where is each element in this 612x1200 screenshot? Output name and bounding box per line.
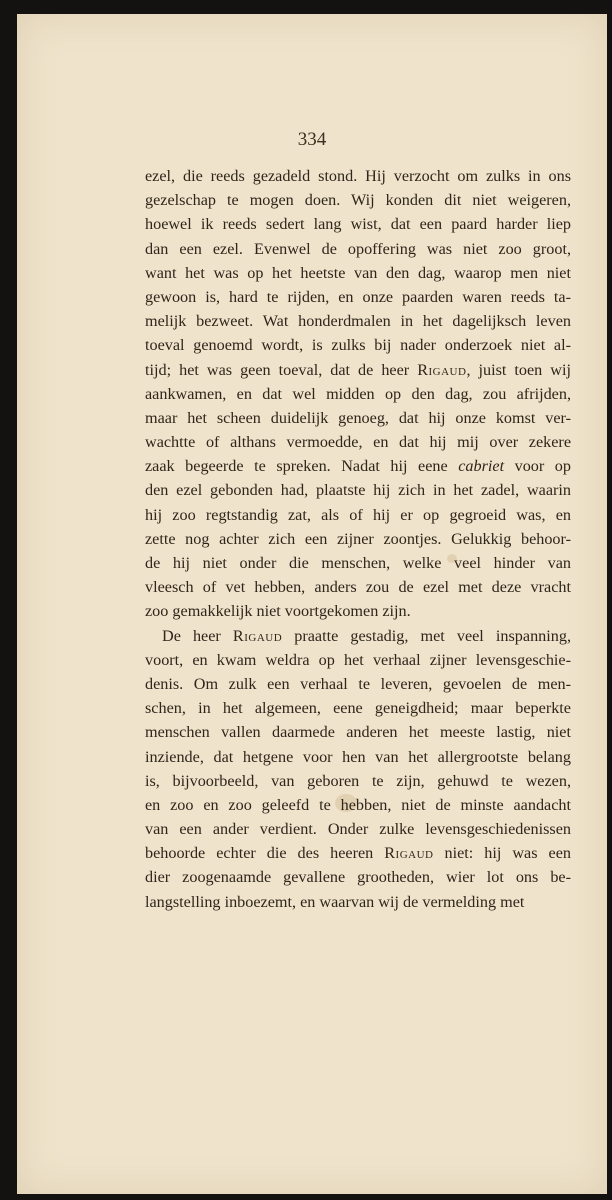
text-line: zaak begeerde te spreken. Nadat hij eene cabriet voor op: [145, 457, 571, 476]
italic-word: cabriet: [458, 457, 505, 476]
paragraph: [145, 164, 571, 624]
text-line: tijd; het was geen toeval, dat de heer Rigaud, juist toen wij: [145, 360, 571, 379]
text-line: zoo gemakkelijk niet voortgekomen zijn.: [145, 602, 411, 621]
text-line: want het was op het heetste van den dag, waarop men niet: [145, 263, 571, 282]
page-number: 334: [297, 129, 327, 150]
text-line: ezel, die reeds gezadeld stond. Hij verzocht om zulks in ons: [145, 167, 571, 185]
text-line: hij zoo regtstandig zat, als of hij er op gegroeid was, en: [145, 505, 571, 524]
text-line: melijk bezweet. Wat honderdmalen in het dagelijksch leven: [145, 312, 571, 331]
text-line: dier zoogenaamde gevallene grootheden, wier lot ons be-: [145, 868, 571, 887]
paragraph: [145, 624, 571, 914]
text-line: maar het scheen duidelijk genoeg, dat hij onze komst ver-: [145, 408, 571, 427]
text-line: gezelschap te mogen doen. Wij konden dit niet weigeren,: [145, 191, 571, 210]
text-line: De heer Rigaud praatte gestadig, met veel inspanning,: [162, 626, 571, 645]
text-line: van een ander verdient. Onder zulke levensgeschiedenissen: [145, 820, 571, 839]
text-line: is, bijvoorbeeld, van geboren te zijn, gehuwd te wezen,: [145, 771, 571, 790]
name-smallcaps: Rigaud: [232, 626, 283, 645]
text-line: voort, en kwam weldra op het verhaal zijner levensgeschie-: [145, 650, 571, 669]
text-line: schen, in het algemeen, eene geneigdheid; maar beperkte: [145, 699, 571, 718]
text-line: wachtte of althans vermoedde, en dat hij mij over zekere: [145, 433, 571, 452]
name-smallcaps: Rigaud: [417, 360, 467, 379]
book-page: [17, 14, 607, 1194]
name-smallcaps: Rigaud: [384, 844, 434, 863]
text-line: den ezel gebonden had, plaatste hij zich in het zadel, waarin: [145, 481, 571, 500]
text-line: vleesch of vet hebben, anders zou de ezel met deze vracht: [145, 578, 571, 597]
text-line: aankwamen, en dat wel midden op den dag, zou afrijden,: [145, 384, 571, 403]
text-line: en zoo en zoo geleefd te hebben, niet de minste aandacht: [145, 795, 571, 814]
text-line: zette nog achter zich een zijner zoontjes. Gelukkig behoor-: [145, 529, 571, 548]
text-line: de hij niet onder die menschen, welke veel hinder van: [145, 554, 571, 572]
text-line: langstelling inboezemt, en waarvan wij de vermelding met: [145, 892, 525, 911]
text-line: dan een ezel. Evenwel de opoffering was niet zoo groot,: [145, 239, 571, 258]
body-text: [145, 164, 571, 914]
text-line: hoewel ik reeds sedert lang wist, dat een paard harder liep: [145, 215, 571, 234]
text-line: denis. Om zulk een verhaal te leveren, gevoelen de men-: [145, 674, 571, 693]
text-line: toeval genoemd wordt, is zulks bij nader onderzoek niet al-: [145, 336, 571, 355]
text-line: menschen vallen daarmede anderen het meeste lastig, niet: [145, 723, 571, 742]
text-line: inziende, dat hetgene voor hen van het allergrootste belang: [145, 747, 571, 766]
text-line: behoorde echter die des heeren Rigaud niet: hij was een: [145, 844, 571, 863]
text-line: gewoon is, hard te rijden, en onze paarden waren reeds ta-: [145, 287, 571, 306]
